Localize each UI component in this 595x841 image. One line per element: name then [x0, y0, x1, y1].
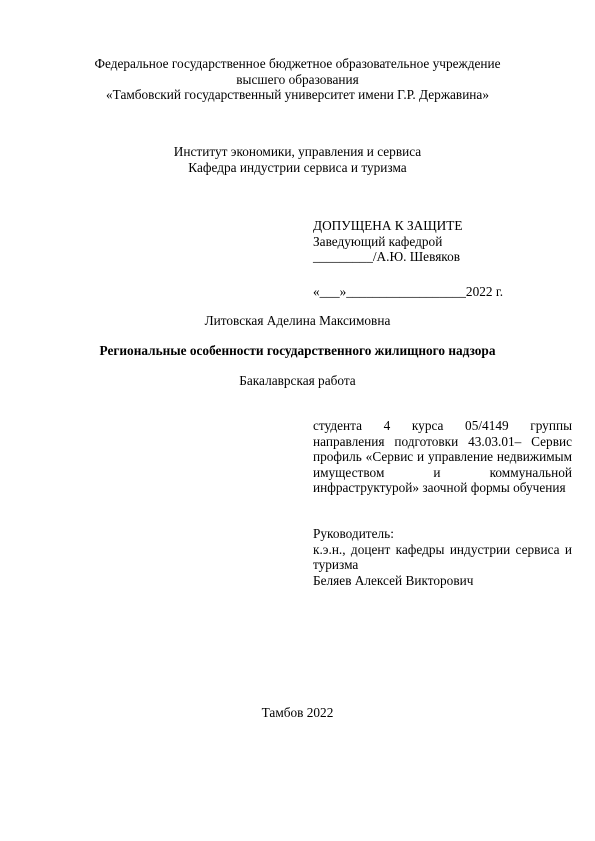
approval-date-line: «___»__________________2022 г.	[313, 284, 504, 299]
department-block	[0, 144, 595, 175]
supervisor-label: Руководитель:	[313, 526, 394, 541]
chair-name: Кафедра индустрии сервиса и туризма	[188, 159, 407, 175]
work-type: Бакалаврская работа	[239, 373, 356, 388]
city-year: Тамбов 2022	[261, 705, 334, 720]
work-title-block	[0, 343, 595, 359]
approval-status: ДОПУЩЕНА К ЗАЩИТЕ	[313, 218, 463, 233]
approval-role: Заведующий кафедрой	[313, 233, 443, 249]
organization-header	[0, 56, 595, 103]
author-name: Литовская Аделина Максимовна	[204, 313, 391, 328]
student-info-block	[313, 418, 572, 496]
student-info: студента 4 курса 05/4149 группы направления подготовки 43.03.01– Сервис профиль «Сервис и управление недвижимым имуществом и коммунальной инфраструктурой» заочной формы обучения	[313, 418, 572, 495]
approval-signature: _________/А.Ю. Шевяков	[313, 249, 461, 264]
supervisor-position: к.э.н., доцент кафедры индустрии сервиса и туризма	[313, 541, 572, 572]
org-line-1: Федеральное государственное бюджетное образовательное учреждение	[94, 56, 501, 71]
approval-block	[313, 218, 573, 265]
org-line-2: высшего образования	[236, 71, 359, 87]
org-line-3: «Тамбовский государственный университет имени Г.Р. Державина»	[106, 87, 489, 102]
approval-date	[313, 284, 573, 300]
work-type-block	[0, 373, 595, 389]
work-title: Региональные особенности государственного жилищного надзора	[99, 343, 496, 358]
supervisor-name: Беляев Алексей Викторович	[313, 572, 474, 588]
author-block	[0, 313, 595, 329]
institute-name: Институт экономики, управления и сервиса	[173, 144, 422, 159]
supervisor-block	[313, 526, 572, 588]
footer-block	[0, 705, 595, 721]
